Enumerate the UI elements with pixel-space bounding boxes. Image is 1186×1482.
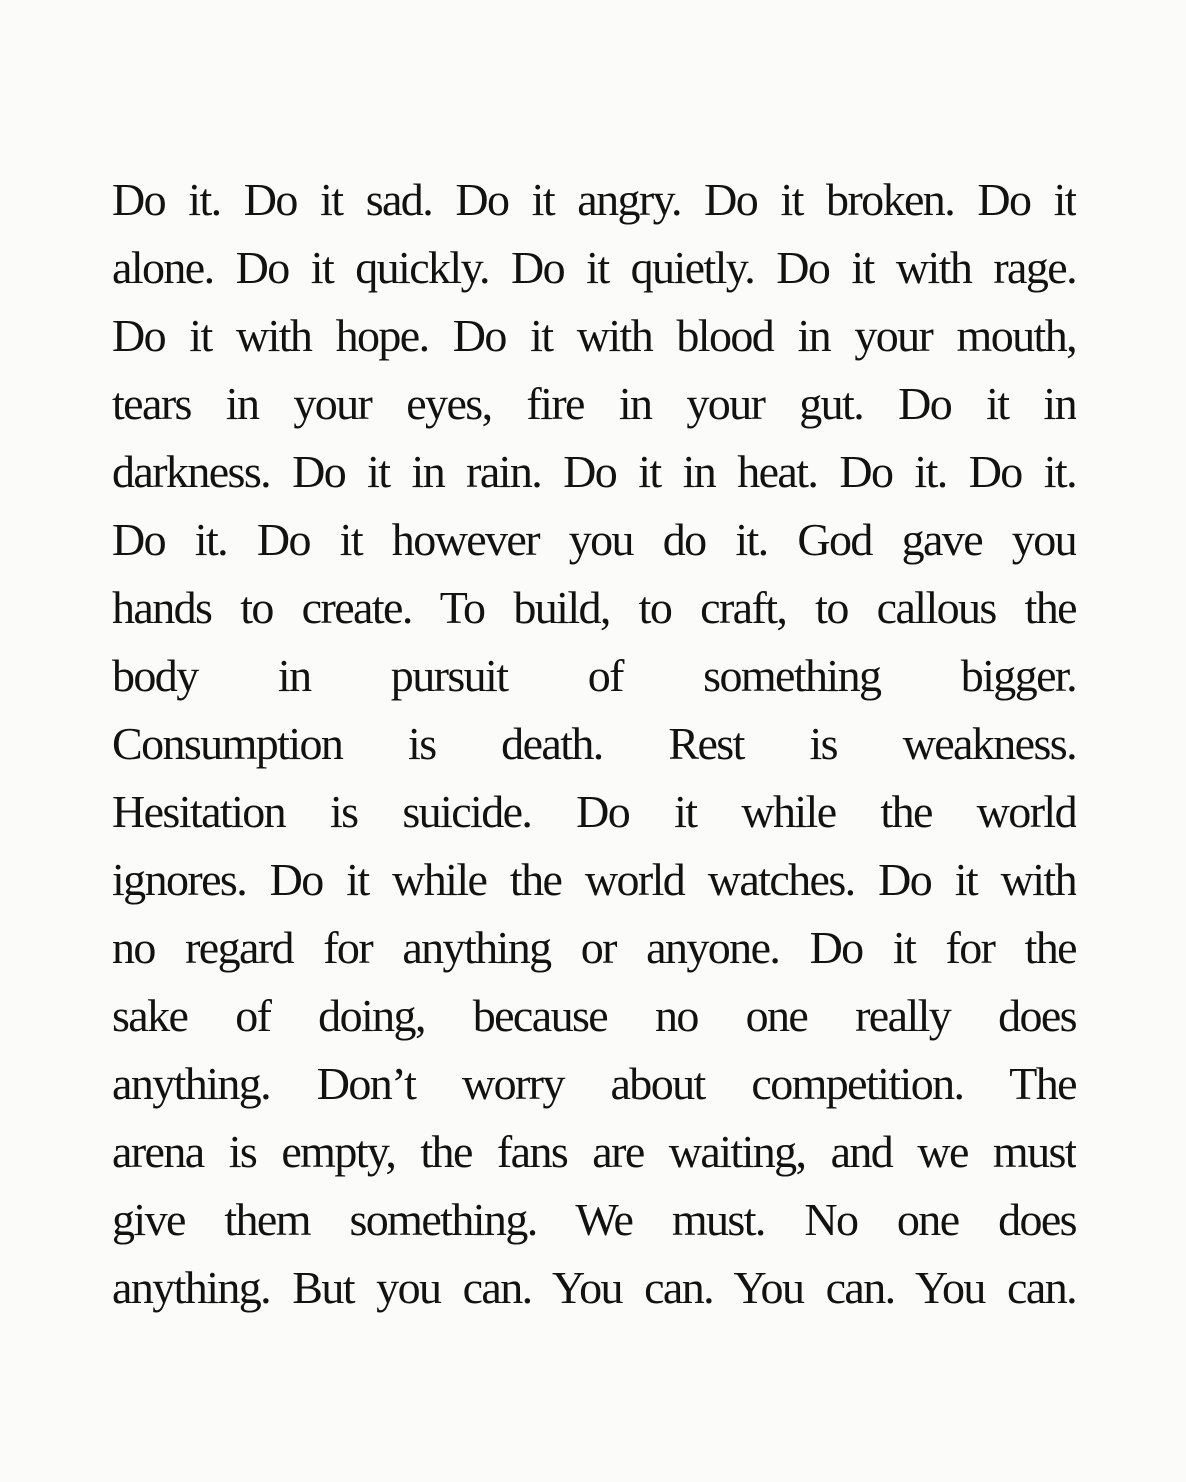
- passage-line: Do it. Do it sad. Do it angry. Do it broken. Do it: [112, 174, 1076, 225]
- passage-line: arena is empty, the fans are waiting, and we must: [112, 1126, 1076, 1177]
- passage-line: sake of doing, because no one really does: [112, 990, 1076, 1041]
- passage-line: alone. Do it quickly. Do it quietly. Do it with rage.: [112, 242, 1076, 293]
- passage-line: anything. Don’t worry about competition. The: [112, 1058, 1076, 1109]
- passage-line: Do it. Do it however you do it. God gave you: [112, 514, 1076, 565]
- passage-line: tears in your eyes, fire in your gut. Do it in: [112, 378, 1076, 429]
- passage-line: Do it with hope. Do it with blood in your mouth,: [112, 310, 1076, 361]
- passage-line: give them something. We must. No one does: [112, 1194, 1076, 1245]
- passage-line: ignores. Do it while the world watches. Do it with: [112, 854, 1076, 905]
- passage-line: Consumption is death. Rest is weakness.: [112, 718, 1076, 769]
- quote-passage: [112, 166, 1076, 1322]
- passage-line: body in pursuit of something bigger.: [112, 650, 1076, 701]
- passage-line: anything. But you can. You can. You can. You can.: [112, 1262, 1076, 1313]
- passage-line: Hesitation is suicide. Do it while the world: [112, 786, 1076, 837]
- passage-line: darkness. Do it in rain. Do it in heat. Do it. Do it.: [112, 446, 1076, 497]
- passage-line: no regard for anything or anyone. Do it for the: [112, 922, 1076, 973]
- passage-line: hands to create. To build, to craft, to callous the: [112, 582, 1076, 633]
